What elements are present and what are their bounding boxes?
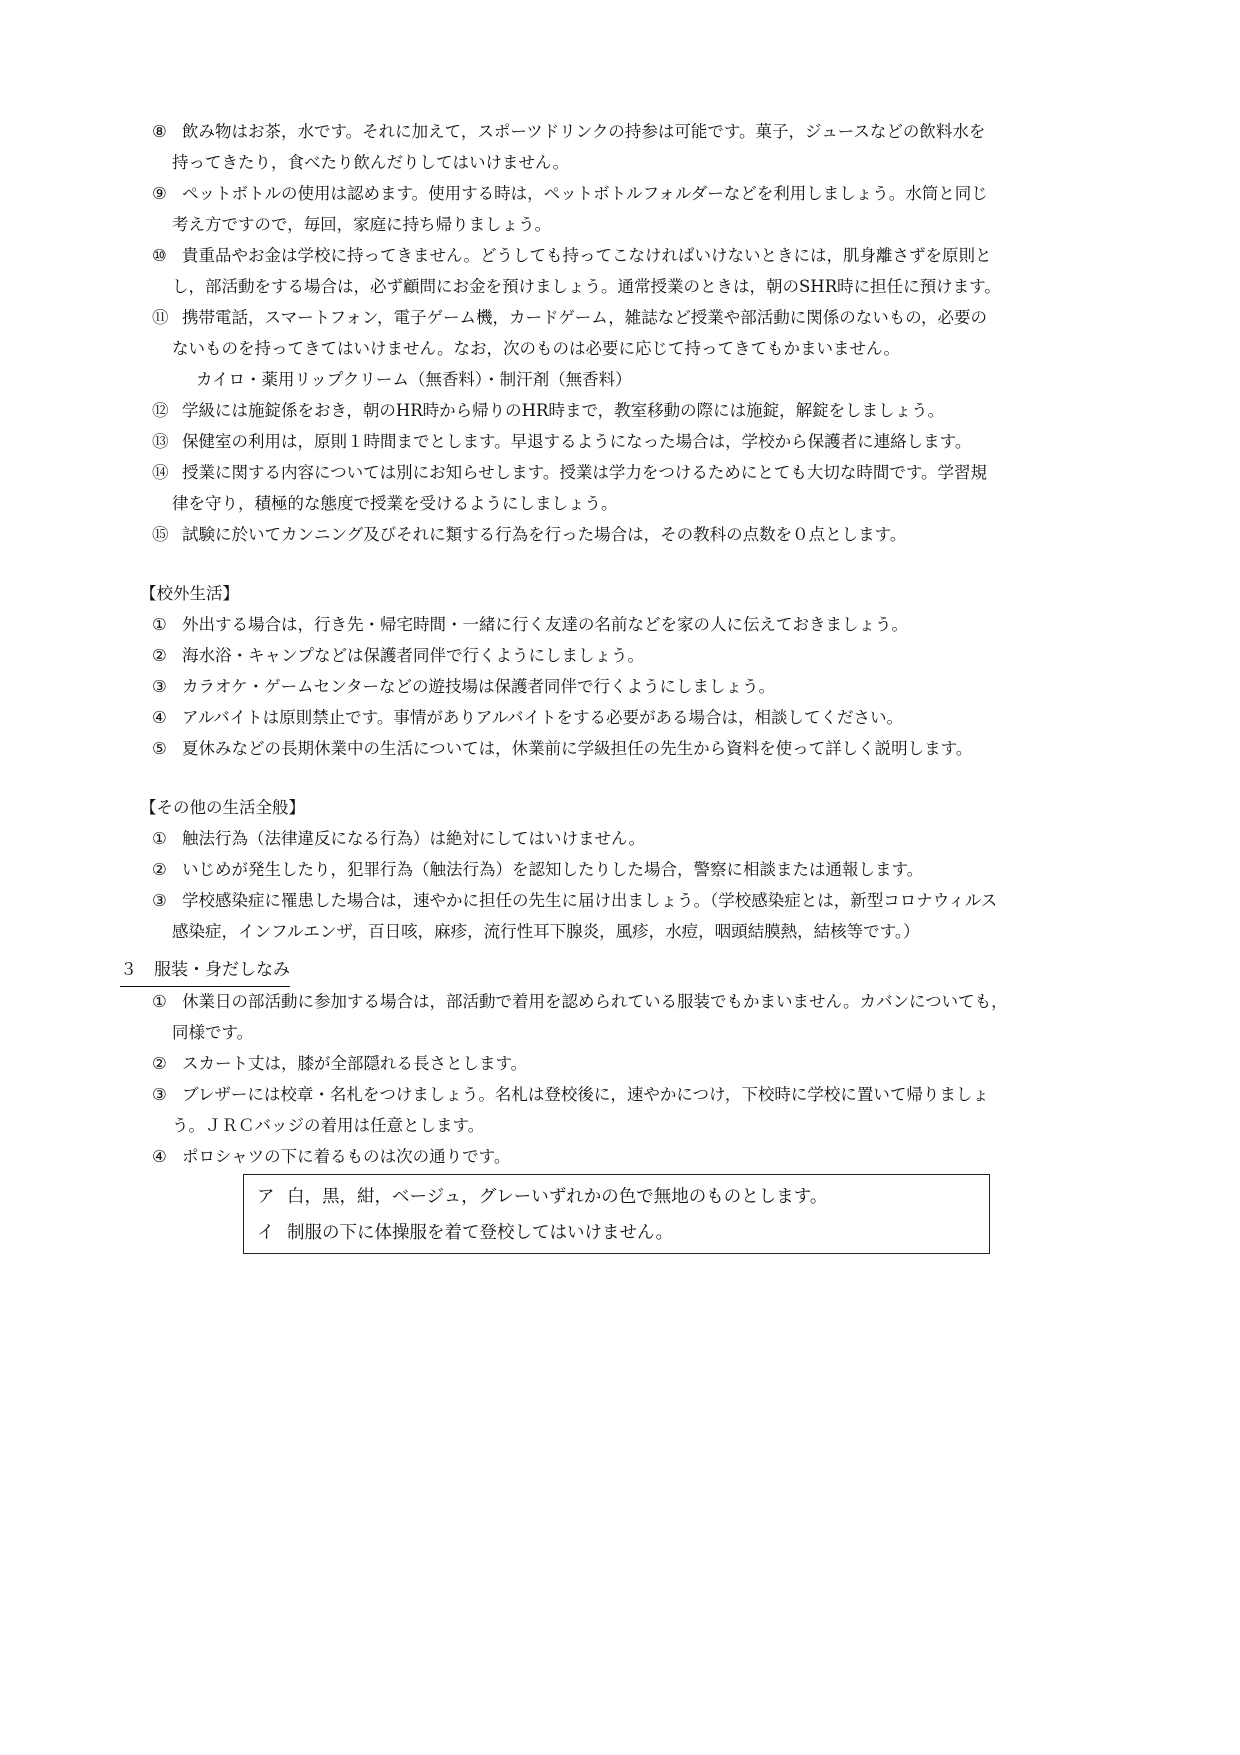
item-text: カラオケ・ゲームセンターなどの遊技場は保護者同伴で行くようにしましょう。 bbox=[182, 677, 776, 696]
item-text: 夏休みなどの長期休業中の生活については，休業前に学級担任の先生から資料を使って詳しく説明します。 bbox=[182, 739, 973, 758]
section-title: ３ 服装・身だしなみ bbox=[120, 955, 290, 987]
item-text: 携帯電話，スマートフォン，電子ゲーム機，カードゲーム，雑誌など授業や部活動に関係のないもの，必要の bbox=[182, 308, 988, 327]
rule-item bbox=[152, 178, 1122, 209]
list-item bbox=[152, 733, 1122, 764]
item-number: ② bbox=[152, 646, 167, 665]
item-text: アルバイトは原則禁止です。事情がありアルバイトをする必要がある場合は，相談してください。 bbox=[182, 708, 904, 727]
item-number: ② bbox=[152, 860, 167, 879]
item-text: ポロシャツの下に着るものは次の通りです。 bbox=[182, 1147, 511, 1166]
item-number: ⑫ bbox=[152, 401, 169, 420]
list-item bbox=[152, 640, 1122, 671]
list-item bbox=[152, 885, 1122, 916]
box-text: 白，黒，紺，ベージュ，グレーいずれかの色で無地のものとします。 bbox=[287, 1187, 828, 1207]
item-number: ② bbox=[152, 1054, 167, 1073]
item-number: ③ bbox=[152, 891, 167, 910]
item-number: ⑬ bbox=[152, 432, 169, 451]
list-item bbox=[152, 1079, 1122, 1110]
item-text: 海水浴・キャンプなどは保護者同伴で行くようにしましょう。 bbox=[182, 646, 644, 665]
item-text: 触法行為（法律違反になる行為）は絶対にしてはいけません。 bbox=[182, 829, 645, 848]
item-number: ⑮ bbox=[152, 525, 169, 544]
box-mark: イ bbox=[257, 1223, 275, 1243]
box-line bbox=[257, 1219, 673, 1244]
item-number: ③ bbox=[152, 677, 167, 696]
list-item bbox=[152, 1048, 1122, 1079]
item-number: ① bbox=[152, 615, 167, 634]
list-item bbox=[152, 1141, 1122, 1172]
item-text: 保健室の利用は，原則１時間までとします。早退するようになった場合は，学校から保護者に連絡します。 bbox=[182, 432, 972, 451]
rule-item bbox=[152, 240, 1122, 271]
rule-item bbox=[152, 116, 1122, 147]
item-text: 学校感染症に罹患した場合は，速やかに担任の先生に届け出ましょう。（学校感染症とは，新型コロナウィルス bbox=[182, 891, 998, 910]
outside-life-heading: 【校外生活】 bbox=[140, 584, 239, 603]
item-continuation: 感染症，インフルエンザ，百日咳，麻疹，流行性耳下腺炎，風疹，水痘，咽頭結膜熱，結核等です。） bbox=[172, 922, 920, 941]
item-text: 授業に関する内容については別にお知らせします。授業は学力をつけるためにとても大切な時間です。学習規 bbox=[182, 463, 988, 482]
rule-item bbox=[152, 426, 1122, 457]
list-item bbox=[152, 671, 1122, 702]
item-continuation: 考え方ですので，毎回，家庭に持ち帰りましょう。 bbox=[172, 215, 552, 234]
item-number: ⑪ bbox=[152, 308, 169, 327]
rule-item bbox=[152, 519, 1122, 550]
item-text: スカート丈は，膝が全部隠れる長さとします。 bbox=[182, 1054, 528, 1073]
item-text: 休業日の部活動に参加する場合は，部活動で着用を認められている服装でもかまいません。カバンについても， bbox=[182, 992, 1008, 1011]
box-mark: ア bbox=[257, 1187, 275, 1207]
item-continuation: し，部活動をする場合は，必ず顧問にお金を預けましょう。通常授業のときは，朝のSHR時に担任に預けます。 bbox=[172, 277, 1001, 296]
item-continuation: 同様です。 bbox=[172, 1023, 254, 1042]
item-continuation: 律を守り，積極的な態度で授業を受けるようにしましょう。 bbox=[172, 494, 618, 513]
list-item bbox=[152, 609, 1122, 640]
item-continuation: 持ってきたり，食べたり飲んだりしてはいけません。 bbox=[172, 153, 569, 172]
rule-item bbox=[152, 302, 1122, 333]
undershirt-rules-box bbox=[243, 1174, 990, 1254]
item-text: 貴重品やお金は学校に持ってきません。どうしても持ってこなければいけないときには，肌身離さずを原則と bbox=[182, 246, 992, 265]
list-item bbox=[152, 854, 1122, 885]
item-number: ③ bbox=[152, 1085, 167, 1104]
allowed-items-note: カイロ・薬用リップクリーム（無香料）・制汗剤（無香料） bbox=[196, 370, 632, 389]
item-number: ① bbox=[152, 829, 167, 848]
rule-item bbox=[152, 395, 1122, 426]
box-text: 制服の下に体操服を着て登校してはいけません。 bbox=[287, 1223, 674, 1243]
item-number: ⑭ bbox=[152, 463, 169, 482]
item-text: 外出する場合は，行き先・帰宅時間・一緒に行く友達の名前などを家の人に伝えておきましょう。 bbox=[182, 615, 908, 634]
item-number: ⑩ bbox=[152, 246, 167, 265]
item-number: ④ bbox=[152, 708, 167, 727]
item-continuation: う。ＪＲＣバッジの着用は任意とします。 bbox=[172, 1116, 485, 1135]
item-number: ① bbox=[152, 992, 167, 1011]
item-text: 試験に於いてカンニング及びそれに類する行為を行った場合は，その教科の点数を０点とします。 bbox=[182, 525, 907, 544]
item-continuation: ないものを持ってきてはいけません。なお，次のものは必要に応じて持ってきてもかまいません。 bbox=[172, 339, 900, 358]
item-text: 飲み物はお茶，水です。それに加えて，スポーツドリンクの持参は可能です。菓子，ジュースなどの飲料水を bbox=[182, 122, 986, 141]
item-number: ④ bbox=[152, 1147, 167, 1166]
item-text: いじめが発生したり，犯罪行為（触法行為）を認知したりした場合，警察に相談または通報します。 bbox=[182, 860, 924, 879]
item-number: ⑨ bbox=[152, 184, 167, 203]
list-item bbox=[152, 986, 1122, 1017]
box-line bbox=[257, 1183, 827, 1208]
list-item bbox=[152, 823, 1122, 854]
item-number: ⑧ bbox=[152, 122, 167, 141]
other-life-heading: 【その他の生活全般】 bbox=[140, 798, 305, 817]
item-text: ペットボトルの使用は認めます。使用する時は，ペットボトルフォルダーなどを利用しましょう。水筒と同じ bbox=[182, 184, 988, 203]
item-number: ⑤ bbox=[152, 739, 167, 758]
list-item bbox=[152, 702, 1122, 733]
item-text: ブレザーには校章・名札をつけましょう。名札は登校後に，速やかにつけ，下校時に学校に置いて帰りましょ bbox=[182, 1085, 989, 1104]
rule-item bbox=[152, 457, 1122, 488]
item-text: 学級には施錠係をおき，朝のHR時から帰りのHR時まで，教室移動の際には施錠，解錠をしましょう。 bbox=[182, 401, 945, 420]
